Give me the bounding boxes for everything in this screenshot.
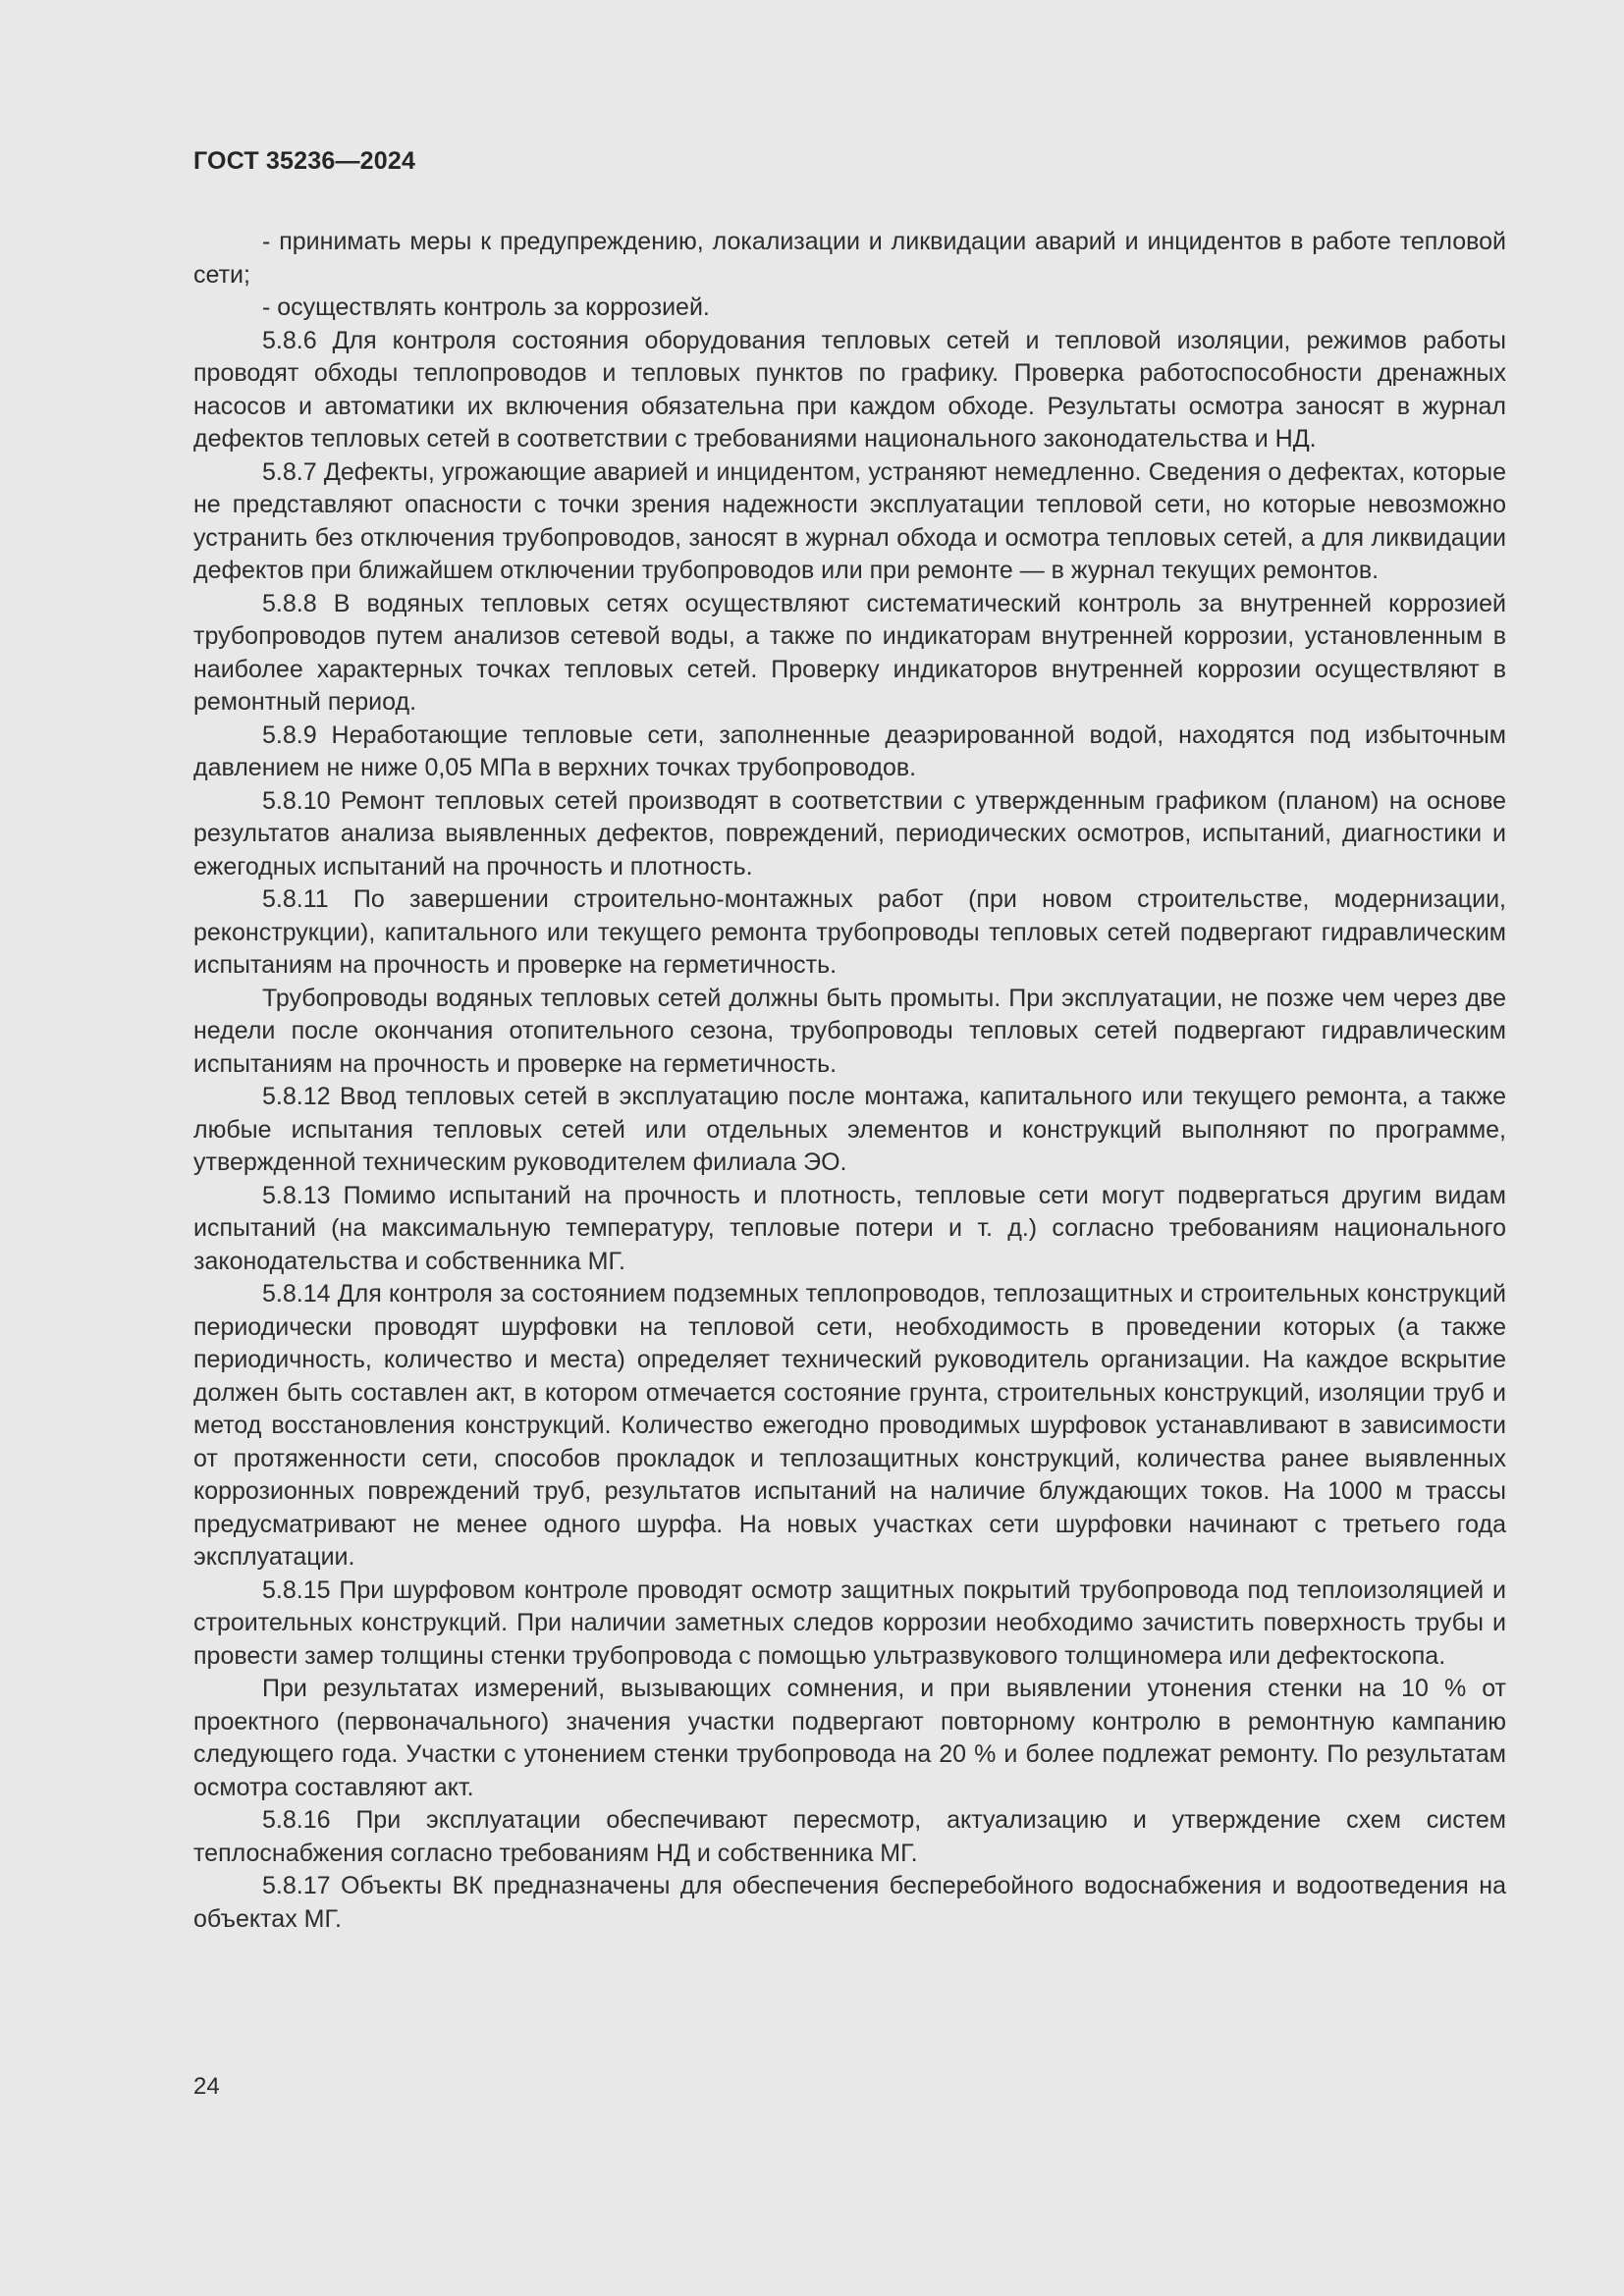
document-body — [193, 226, 1506, 1936]
paragraph-5-8-10: 5.8.10 Ремонт тепловых сетей производят в соответствии с утвержденным графиком (планом) на основе результатов анализа выявленных дефектов, повреждений, периодических осмотров, испытаний, диагностики и ежегодных испытаний на прочность и плотность. — [193, 786, 1506, 881]
paragraph-5-8-9: 5.8.9 Неработающие тепловые сети, заполненные деаэрированной водой, находятся под избыточным давлением не ниже 0,05 МПа в верхних точках трубопроводов. — [193, 721, 1506, 781]
paragraph-list-item: - осуществлять контроль за коррозией. — [262, 294, 710, 321]
document-header: ГОСТ 35236—2024 — [193, 147, 416, 175]
paragraph-5-8-13: 5.8.13 Помимо испытаний на прочность и плотность, тепловые сети могут подвергаться другим видам испытаний (на максимальную температуру, тепловые потери и т. д.) согласно требованиям национального законодательства и собственника МГ. — [193, 1181, 1506, 1275]
paragraph-5-8-17: 5.8.17 Объекты ВК предназначены для обеспечения бесперебойного водоснабжения и водоотведения на объектах МГ. — [193, 1872, 1506, 1933]
paragraph-5-8-6: 5.8.6 Для контроля состояния оборудования тепловых сетей и тепловой изоляции, режимов работы проводят обходы теплопроводов и тепловых пунктов по графику. Проверка работоспособности дренажных насосов и автоматики их включения обязательна при каждом обходе. Результаты осмотра заносят в журнал дефектов тепловых сетей в соответствии с требованиями национального законодательства и НД. — [193, 326, 1506, 453]
paragraph-5-8-11: 5.8.11 По завершении строительно-монтажных работ (при новом строительстве, модернизации, реконструкции), капитального или текущего ремонта трубопроводы тепловых сетей подвергают гидравлическим испытаниям на прочность и проверке на герметичность. — [193, 885, 1506, 979]
paragraph-list-item: - принимать меры к предупреждению, локализации и ликвидации аварий и инцидентов в работе тепловой сети; — [193, 228, 1506, 289]
paragraph-5-8-15-continued: При результатах измерений, вызывающих сомнения, и при выявлении утонения стенки на 10 % от проектного (первоначального) значения участки подвергают повторному контролю в ремонтную кампанию следующего года. Участки с утонением стенки трубопровода на 20 % и более подлежат ремонту. По результатам осмотра составляют акт. — [193, 1675, 1506, 1801]
paragraph-5-8-12: 5.8.12 Ввод тепловых сетей в эксплуатацию после монтажа, капитального или текущего ремонта, а также любые испытания тепловых сетей или отдельных элементов и конструкций выполняют по программе, утвержденной техническим руководителем филиала ЭО. — [193, 1083, 1506, 1176]
paragraph-5-8-8: 5.8.8 В водяных тепловых сетях осуществляют систематический контроль за внутренней коррозией трубопроводов путем анализов сетевой воды, а также по индикаторам внутренней коррозии, установленным в наиболее характерных точках тепловых сетей. Проверку индикаторов внутренней коррозии осуществляют в ремонтный период. — [193, 589, 1506, 716]
paragraph-5-8-11-continued: Трубопроводы водяных тепловых сетей должны быть промыты. При эксплуатации, не позже чем через две недели после окончания отопительного сезона, трубопроводы тепловых сетей подвергают гидравлическим испытаниям на прочность и проверке на герметичность. — [193, 984, 1506, 1078]
page-number: 24 — [193, 2073, 220, 2100]
paragraph-5-8-16: 5.8.16 При эксплуатации обеспечивают пересмотр, актуализацию и утверждение схем систем теплоснабжения согласно требованиям НД и собственника МГ. — [193, 1806, 1506, 1867]
paragraph-5-8-7: 5.8.7 Дефекты, угрожающие аварией и инцидентом, устраняют немедленно. Сведения о дефектах, которые не представляют опасности с точки зрения надежности эксплуатации тепловой сети, но которые невозможно устранить без отключения трубопроводов, заносят в журнал обхода и осмотра тепловых сетей, а для ликвидации дефектов при ближайшем отключении трубопроводов или при ремонте — в журнал текущих ремонтов. — [193, 457, 1506, 584]
paragraph-5-8-15: 5.8.15 При шурфовом контроле проводят осмотр защитных покрытий трубопровода под теплоизоляцией и строительных конструкций. При наличии заметных следов коррозии необходимо зачистить поверхность трубы и провести замер толщины стенки трубопровода с помощью ультразвукового толщиномера или дефектоскопа. — [193, 1575, 1506, 1670]
paragraph-5-8-14: 5.8.14 Для контроля за состоянием подземных теплопроводов, теплозащитных и строительных конструкций периодически проводят шурфовки на тепловой сети, необходимость в проведении которых (а также периодичность, количество и места) определяет технический руководитель организации. На каждое вскрытие должен быть составлен акт, в котором отмечается состояние грунта, строительных конструкций, изоляции труб и метод восстановления конструкций. Количество ежегодно проводимых шурфовок устанавливают в зависимости от протяженности сети, способов прокладок и теплозащитных конструкций, количества ранее выявленных коррозионных повреждений труб, результатов испытаний на наличие блуждающих токов. На 1000 м трассы предусматривают не менее одного шурфа. На новых участках сети шурфовки начинают с третьего года эксплуатации. — [193, 1280, 1506, 1571]
